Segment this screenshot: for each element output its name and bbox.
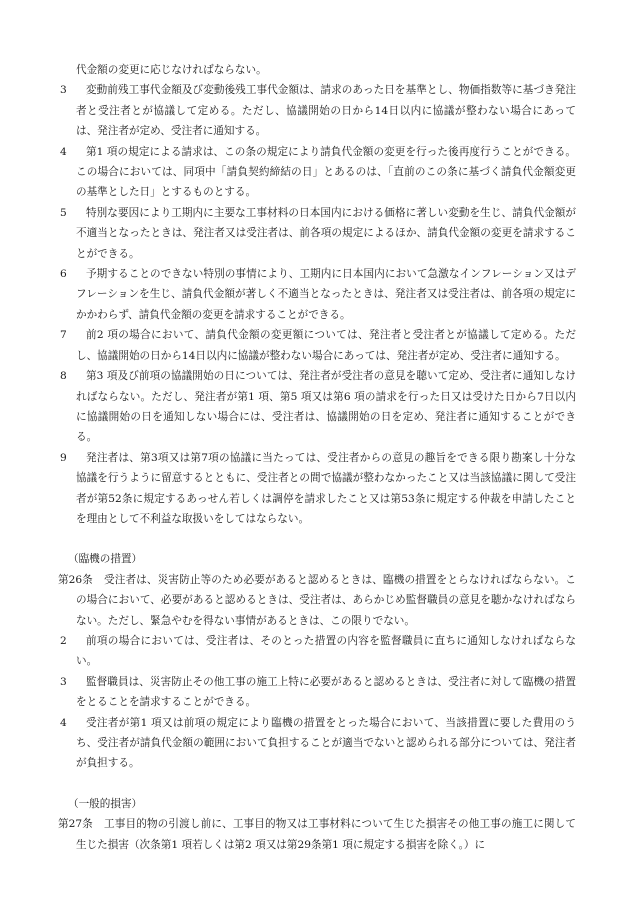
clause-text: 第1 項の規定による請求は、この条の規定により請負代金額の変更を行った後再度行うことができる。この場合においては、同項中「請負契約締結の日」とあるのは、「直前のこの条に基づく請負代金額変更の基準とした日」とするものとする。	[76, 145, 576, 199]
clause-3	[58, 80, 576, 141]
clause-text: 受注者が第1 項又は前項の規定により臨機の措置をとった場合において、当該措置に要した費用のうち、受注者が請負代金額の範囲において負担することが適当でないと認められる部分については、発注者が負担する。	[76, 716, 576, 770]
clause-text: 変動前残工事代金額及び変動後残工事代金額は、請求のあった日を基準とし、物価指数等に基づき発注者と受注者とが協議して定める。ただし、協議開始の日から14日以内に協議が整わない場合にあっては、発注者が定め、受注者に通知する。	[76, 84, 576, 138]
clause-5	[58, 203, 576, 264]
clause-text: 発注者は、第3項又は第7項の協議に当たっては、受注者からの意見の趣旨をできる限り勘案し十分な協議を行うように留意するとともに、受注者との間で協議が整わなかったこと又は当該協議に関して受注者が第52条に規定するあっせん若しくは調停を請求したこと又は第53条に規定する仲裁を申請したことを理由として不利益な取扱いをしてはならない。	[76, 451, 576, 525]
clause-text: 第3 項及び前項の協議開始の日については、発注者が受注者の意見を聴いて定め、受注者に通知しなければならない。ただし、発注者が第1 項、第5 項又は第6 項の請求を行った日又は受けた日から7日以内に協議開始の日を通知しない場合には、受注者は、協議開始の日を定め、発注者に通知することができる。	[76, 370, 576, 444]
clause-text: 特別な要因により工期内に主要な工事材料の日本国内における価格に著しい変動を生じ、請負代金額が不適当となったときは、発注者又は受注者は、前各項の規定によるほか、請負代金額の変更を請求することができる。	[76, 206, 576, 260]
clause-9	[58, 448, 576, 530]
clause-number: 5	[60, 206, 67, 219]
clause-text: 前項の場合においては、受注者は、そのとった措置の内容を監督職員に直ちに通知しなければならない。	[76, 634, 576, 668]
clause-number: 9	[60, 451, 67, 464]
document-body	[58, 60, 576, 855]
clause-text: 監督職員は、災害防止その他工事の施工上特に必要があると認めるときは、受注者に対して臨機の措置をとることを請求することができる。	[76, 675, 576, 709]
continuation-text: 代金額の変更に応じなければならない。	[76, 64, 267, 76]
clause-number: 8	[60, 370, 67, 383]
article-number: 第26条	[58, 573, 93, 586]
article-26	[58, 570, 576, 631]
clause-text: 予期することのできない特別の事情により、工期内に日本国内において急激なインフレーション又はデフレーションを生じ、請負代金額が著しく不適当となったときは、発注者又は受注者は、前各項の規定にかかわらず、請負代金額の変更を請求することができる。	[76, 268, 576, 321]
spacer	[58, 529, 576, 549]
section-heading: （臨機の措置）	[68, 553, 143, 566]
clause-number: 4	[60, 145, 67, 158]
clause-26-2	[58, 631, 576, 672]
clause-number: 7	[60, 329, 67, 342]
clause-7	[58, 325, 576, 366]
clause-text: 前2 項の場合において、請負代金額の変更額については、発注者と受注者とが協議して定める。ただし、協議開始の日から14日以内に協議が整わない場合にあっては、発注者が定め、受注者に通知する。	[76, 329, 576, 362]
article-27	[58, 814, 576, 855]
clause-number: 2	[60, 634, 67, 647]
clause-4	[58, 142, 576, 203]
clause-number: 3	[60, 84, 67, 97]
clause-number: 4	[60, 716, 67, 729]
clause-26-3	[58, 672, 576, 713]
article-number: 第27条	[58, 818, 93, 831]
spacer	[58, 774, 576, 794]
clause-number: 3	[60, 675, 67, 688]
section-heading: （一般的損害）	[68, 797, 143, 810]
clause-26-4	[58, 713, 576, 774]
clause-number: 6	[60, 268, 67, 281]
article-text: 受注者は、災害防止等のため必要があると認めるときは、臨機の措置をとらなければならない。この場合において、必要があると認めるときは、受注者は、あらかじめ監督職員の意見を聴かなければならない。ただし、緊急やむを得ない事情があるときは、この限りでない。	[76, 573, 576, 627]
article-text: 工事目的物の引渡し前に、工事目的物又は工事材料について生じた損害その他工事の施工に関して生じた損害（次条第1 項若しくは第2 項又は第29条第1 項に規定する損害を除く。）に	[76, 818, 576, 851]
clause-8	[58, 366, 576, 448]
clause-6	[58, 264, 576, 325]
